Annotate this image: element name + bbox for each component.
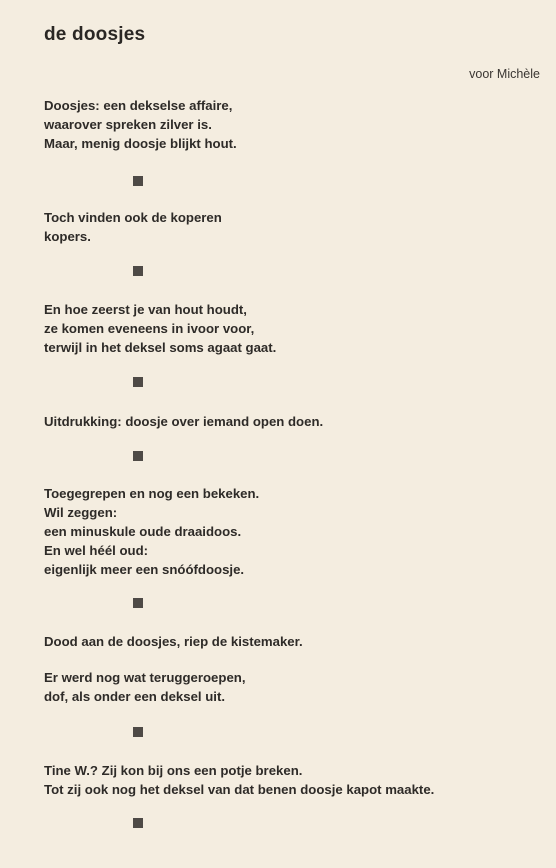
stanza-2 <box>44 208 222 246</box>
poem-line: ze komen eveneens in ivoor voor, <box>44 321 255 336</box>
poem-line: Dood aan de doosjes, riep de kistemaker. <box>44 634 303 649</box>
poem-line: En hoe zeerst je van hout houdt, <box>44 302 247 317</box>
poem-title: de doosjes <box>44 24 146 45</box>
poem-line: Tot zij ook nog het deksel van dat benen doosje kapot maakte. <box>44 782 435 797</box>
poem-line: terwijl in het deksel soms agaat gaat. <box>44 340 277 355</box>
stanza-8 <box>44 761 434 799</box>
poem-line: Maar, menig doosje blijkt hout. <box>44 136 237 151</box>
stanza-1 <box>44 96 237 153</box>
stanza-4 <box>44 412 323 431</box>
poem-line: Er werd nog wat teruggeroepen, <box>44 670 246 685</box>
stanza-5 <box>44 484 259 579</box>
stanza-6 <box>44 632 303 651</box>
poem-line: Toegegrepen en nog een bekeken. <box>44 486 260 501</box>
separator-square <box>133 598 143 608</box>
separator-square <box>133 727 143 737</box>
poem-line: een minuskule oude draaidoos. <box>44 524 242 539</box>
stanza-7 <box>44 668 246 706</box>
poem-line: kopers. <box>44 229 91 244</box>
poem-line: eigenlijk meer een snóófdoosje. <box>44 562 245 577</box>
poem-line: En wel héél oud: <box>44 543 149 558</box>
separator-square <box>133 451 143 461</box>
separator-square <box>133 377 143 387</box>
poem-line: waarover spreken zilver is. <box>44 117 212 132</box>
poem-line: dof, als onder een deksel uit. <box>44 689 226 704</box>
separator-square <box>133 176 143 186</box>
separator-square <box>133 266 143 276</box>
poem-line: Tine W.? Zij kon bij ons een potje breken. <box>44 763 303 778</box>
poem-line: Doosjes: een dekselse affaire, <box>44 98 233 113</box>
separator-square <box>133 818 143 828</box>
poem-line: Uitdrukking: doosje over iemand open doen. <box>44 414 324 429</box>
stanza-3 <box>44 300 276 357</box>
poem-line: Toch vinden ook de koperen <box>44 210 222 225</box>
poem-line: Wil zeggen: <box>44 505 118 520</box>
poem-dedication: voor Michèle <box>469 67 540 81</box>
